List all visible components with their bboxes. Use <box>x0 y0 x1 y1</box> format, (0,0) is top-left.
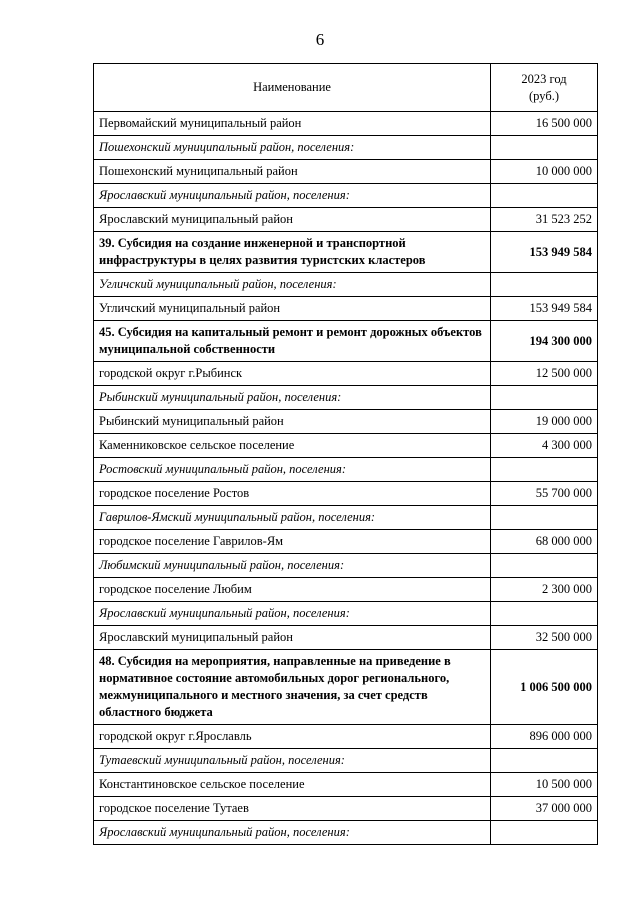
table-row <box>94 297 598 321</box>
group-heading: Ярославский муниципальный район, поселения: <box>94 821 491 845</box>
amount-cell <box>491 273 598 297</box>
table-row <box>94 626 598 650</box>
recipient-name: Ярославский муниципальный район <box>94 626 491 650</box>
group-heading-row <box>94 602 598 626</box>
table-row <box>94 362 598 386</box>
amount-cell: 32 500 000 <box>491 626 598 650</box>
group-heading: Любимский муниципальный район, поселения: <box>94 554 491 578</box>
amount-cell: 31 523 252 <box>491 208 598 232</box>
recipient-name: Пошехонский муниципальный район <box>94 160 491 184</box>
subsidy-title: 39. Субсидия на создание инженерной и транспортной инфраструктуры в целях развития туристских кластеров <box>94 232 491 273</box>
group-heading: Ярославский муниципальный район, поселения: <box>94 184 491 208</box>
amount-cell <box>491 821 598 845</box>
amount-cell <box>491 386 598 410</box>
amount-cell: 19 000 000 <box>491 410 598 434</box>
amount-cell: 10 000 000 <box>491 160 598 184</box>
page-number: 6 <box>315 30 325 49</box>
subsidy-total: 194 300 000 <box>491 321 598 362</box>
group-heading-row <box>94 749 598 773</box>
recipient-name: городское поселение Ростов <box>94 482 491 506</box>
recipient-name: городское поселение Любим <box>94 578 491 602</box>
group-heading-row <box>94 554 598 578</box>
table-header-row <box>94 64 598 112</box>
group-heading-row <box>94 821 598 845</box>
group-heading: Рыбинский муниципальный район, поселения: <box>94 386 491 410</box>
header-year <box>491 64 598 112</box>
recipient-name: Рыбинский муниципальный район <box>94 410 491 434</box>
group-heading-row <box>94 184 598 208</box>
amount-cell: 55 700 000 <box>491 482 598 506</box>
table-body <box>94 112 598 845</box>
recipient-name: Каменниковское сельское поселение <box>94 434 491 458</box>
recipient-name: Ярославский муниципальный район <box>94 208 491 232</box>
group-heading: Гаврилов-Ямский муниципальный район, поселения: <box>94 506 491 530</box>
table-row <box>94 160 598 184</box>
amount-cell <box>491 554 598 578</box>
recipient-name: городской округ г.Рыбинск <box>94 362 491 386</box>
amount-cell: 16 500 000 <box>491 112 598 136</box>
amount-cell: 4 300 000 <box>491 434 598 458</box>
budget-table <box>93 63 598 845</box>
group-heading-row <box>94 273 598 297</box>
subsidy-title: 45. Субсидия на капитальный ремонт и ремонт дорожных объектов муниципальной собственности <box>94 321 491 362</box>
table-row <box>94 112 598 136</box>
amount-cell: 896 000 000 <box>491 725 598 749</box>
recipient-name: Константиновское сельское поселение <box>94 773 491 797</box>
amount-cell <box>491 458 598 482</box>
amount-cell <box>491 136 598 160</box>
group-heading: Тутаевский муниципальный район, поселения: <box>94 749 491 773</box>
table-row <box>94 725 598 749</box>
recipient-name: городской округ г.Ярославль <box>94 725 491 749</box>
recipient-name: Первомайский муниципальный район <box>94 112 491 136</box>
subsidy-title: 48. Субсидия на мероприятия, направленные на приведение в нормативное состояние автомобильных дорог регионального, межмуниципального и местного значения, за счет средств областного бюджета <box>94 650 491 725</box>
amount-cell: 10 500 000 <box>491 773 598 797</box>
table-row <box>94 797 598 821</box>
table-row <box>94 530 598 554</box>
table-row <box>94 208 598 232</box>
group-heading-row <box>94 386 598 410</box>
group-heading: Ростовский муниципальный район, поселения: <box>94 458 491 482</box>
recipient-name: городское поселение Гаврилов-Ям <box>94 530 491 554</box>
group-heading-row <box>94 458 598 482</box>
group-heading: Пошехонский муниципальный район, поселения: <box>94 136 491 160</box>
amount-cell <box>491 506 598 530</box>
table-row <box>94 434 598 458</box>
amount-cell: 12 500 000 <box>491 362 598 386</box>
subsidy-row <box>94 232 598 273</box>
group-heading-row <box>94 506 598 530</box>
amount-cell: 68 000 000 <box>491 530 598 554</box>
subsidy-total: 1 006 500 000 <box>491 650 598 725</box>
group-heading: Угличский муниципальный район, поселения: <box>94 273 491 297</box>
amount-cell <box>491 602 598 626</box>
table-row <box>94 773 598 797</box>
subsidy-row <box>94 650 598 725</box>
group-heading: Ярославский муниципальный район, поселения: <box>94 602 491 626</box>
amount-cell: 153 949 584 <box>491 297 598 321</box>
amount-cell: 37 000 000 <box>491 797 598 821</box>
recipient-name: Угличский муниципальный район <box>94 297 491 321</box>
table-row <box>94 578 598 602</box>
header-name: Наименование <box>94 64 491 112</box>
subsidy-total: 153 949 584 <box>491 232 598 273</box>
table-row <box>94 410 598 434</box>
table-row <box>94 482 598 506</box>
subsidy-row <box>94 321 598 362</box>
header-year-unit: (руб.) <box>529 88 559 103</box>
amount-cell <box>491 749 598 773</box>
amount-cell <box>491 184 598 208</box>
recipient-name: городское поселение Тутаев <box>94 797 491 821</box>
amount-cell: 2 300 000 <box>491 578 598 602</box>
group-heading-row <box>94 136 598 160</box>
header-year-label: 2023 год <box>521 71 567 86</box>
